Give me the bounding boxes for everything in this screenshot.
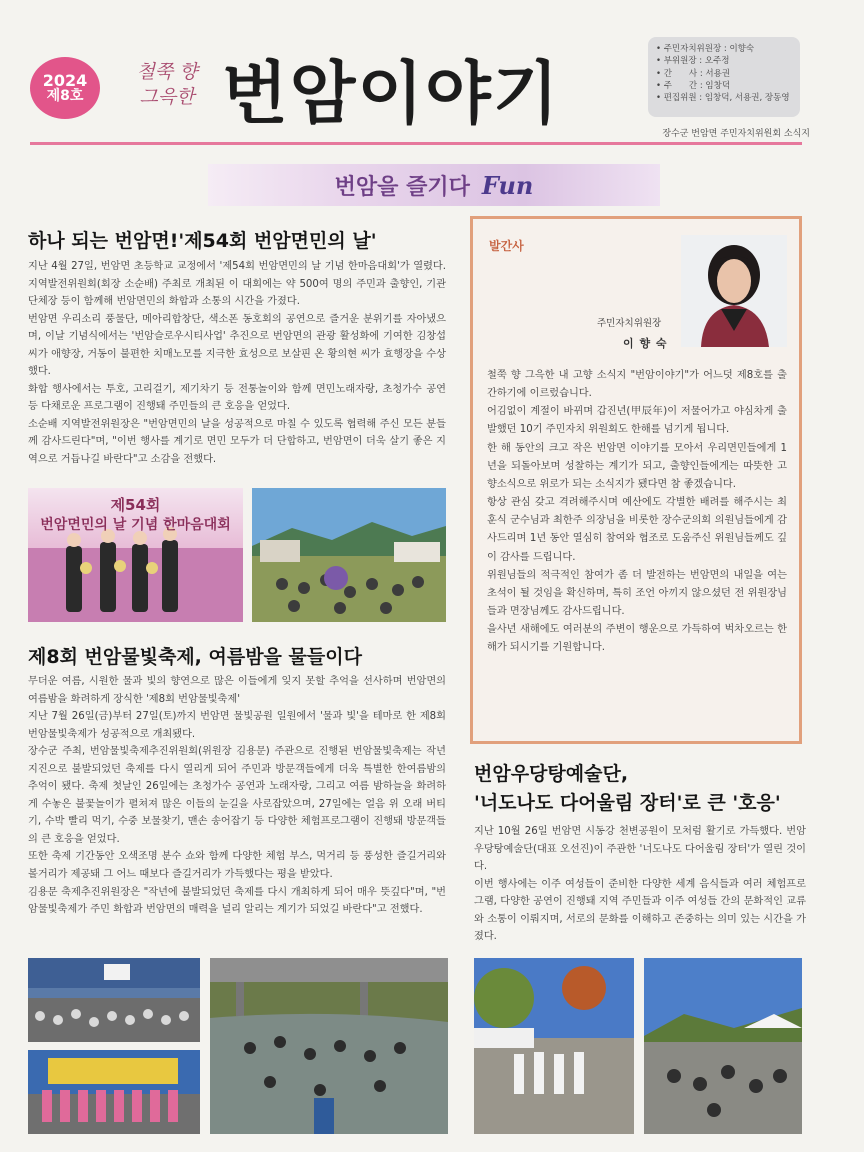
article-paragraph: 지난 10월 26일 번암면 시동강 천변공원이 모처럼 활기로 가득했다. 번암우당탕예술단(대표 오선진)이 주관한 '너도나도 다어울림 장터'가 열린 것이다. (474, 826, 806, 873)
staff-row: • 주 간 : 임창덕 (656, 80, 731, 91)
section-banner-text: 번암을 즐기다 (334, 174, 470, 200)
article-2-body (28, 673, 446, 919)
photo-market-tents (644, 958, 802, 1134)
staff-row: • 주민자치위원장 : 이향숙 (656, 44, 755, 54)
tagline-line-1: 철쭉 향 (136, 61, 198, 83)
publisher-line: 장수군 번암면 주민자치위원회 소식지 (662, 129, 810, 139)
article-paragraph: 번암면 우리소리 풍물단, 메아리합창단, 색소폰 동호회의 공연으로 즐거운 분위기를 자아냈으며, 이날 기념식에서는 '번암슬로우시티사업' 추진으로 번암면의 관광 활성화에 기여한 김창섭 씨가 애향장, 거동이 불편한 치매노모를 지극한 효성으로 보살핀 온 황의현 씨가 효행장을 수상했다. (28, 313, 446, 378)
newsletter-title: 번암이야기 (222, 55, 561, 134)
author-portrait (681, 235, 787, 347)
publisher-note-body (487, 367, 787, 658)
photo-festival-stage (28, 958, 200, 1042)
tagline-line-2: 그윽한 (139, 85, 195, 108)
author-role: 주민자치위원장 (597, 318, 662, 329)
photo-stream-fishing (210, 958, 448, 1134)
article-paragraph: 화합 행사에서는 투호, 고리걸기, 제기차기 등 전통놀이와 함께 면민노래자랑, 초청가수 공연 등 다채로운 프로그램이 진행돼 주민들의 큰 호응을 얻었다. (28, 383, 446, 413)
note-paragraph: 어김없이 계절이 바뀌며 갑진년(甲辰年)이 저물어가고 야심차게 출발했던 10기 주민자치 위원회도 한해를 넘기게 됩니다. (487, 406, 787, 436)
article-3-headline-line-2: '너도나도 다어울림 장터'로 큰 '호응' (474, 792, 781, 815)
photo-awards-ceremony (28, 488, 243, 622)
masthead-divider (30, 142, 802, 145)
article-3-headline (474, 760, 814, 819)
note-paragraph: 을사년 새해에도 여러분의 주변이 행운으로 가득하여 벅차오르는 한해가 되시기를 기원합니다. (487, 624, 787, 654)
staff-row: • 편집위원 : 임창덕, 서용권, 장동영 (656, 93, 790, 104)
article-paragraph: 또한 축제 기간동안 오색조명 분수 쇼와 함께 다양한 체험 부스, 먹거리 등 풍성한 즐길거리와 볼거리가 제공돼 그 어느 때보다 즐길거리가 가득했다는 평을 받았다. (28, 851, 446, 881)
staff-row: • 간 사 : 서용권 (656, 68, 731, 79)
article-paragraph: 소순배 지역발전위원장은 "번암면민의 날을 성공적으로 마칠 수 있도록 협력해 주신 모든 분들께 감사드린다"며, "이번 행사를 계기로 면민 모두가 더 단합하고, 번암면이 더욱 살기 좋은 지역으로 거듭나길 바란다"고 소감을 전했다. (28, 418, 446, 466)
staff-box (648, 37, 800, 117)
photo-market-parade (474, 958, 634, 1134)
publisher-note-box (470, 216, 802, 744)
issue-number: 제8호 (46, 88, 84, 105)
section-banner-fun: Fun (481, 170, 534, 200)
section-banner (208, 164, 660, 206)
author-name: 이 향 숙 (623, 337, 668, 350)
note-paragraph: 항상 관심 갖고 격려해주시며 예산에도 각별한 배려를 해주시는 최훈식 군수님과 최한주 의장님을 비롯한 장수군의회 의원님들에게 감사드리며 1년 동안 열심히 참여와 협조로 도움주신 위원님들께도 깊이 감사를 드립니다. (487, 497, 787, 563)
note-paragraph: 철쭉 향 그윽한 내 고향 소식지 "번암이야기"가 어느덧 제8호를 출간하기에 이르렀습니다. (487, 370, 787, 400)
article-paragraph: 지난 7월 26일(금)부터 27일(토)까지 번암면 물빛공원 일원에서 '물과 빛'을 테마로 한 제8회 번암물빛축제가 성공적으로 개최됐다. (28, 711, 446, 740)
poster-title-line-2: 번암면민의 날 기념 한마음대회 (40, 517, 231, 533)
article-1-headline: 하나 되는 번암면!'제54회 번암면민의 날' (28, 230, 377, 252)
poster-title-line-1: 제54회 (110, 496, 161, 514)
article-paragraph: 장수군 주최, 번암물빛축제추진위원회(위원장 김용문) 주관으로 진행된 번암물빛축제는 작년 지진으로 불발되었던 축제를 다시 열리게 되어 주민과 방문객들에게 더욱 특별한 한여름밤의 추억이 됐다. 축제 첫날인 26일에는 초청가수 공연과 노래자랑, 그리고 여름 밤하늘을 화려하게 수놓은 불꽃놀이가 펼쳐져 많은 이들의 눈길을 사로잡았으며, 27일에는 얼음 위 오래 버티기, 수박 빨리 먹기, 수중 보물찾기, 맨손 송어잡기 등 다양한 체험프로그램이 진행돼 방문객들의 큰 호응을 얻었다. (28, 746, 446, 845)
issue-year: 2024 (42, 70, 88, 90)
note-paragraph: 한 해 동안의 크고 작은 번암면 이야기를 모아서 우리면민들에게 1년을 되돌아보며 성찰하는 계기가 되고, 출향인들에게는 따뜻한 고향소식으로 위로가 되는 소식지가 됐다면 참 좋겠습니다. (487, 442, 787, 490)
article-paragraph: 지난 4월 27일, 번암면 초등학교 교정에서 '제54회 번암면민의 날 기념 한마음대회'가 열렸다. 지역발전위원회(회장 소순배) 주최로 개최된 이 대회에는 약 500여 명의 주민과 출향인, 기관단체장 등이 함께해 번암면민의 화합과 소통의 시간을 가졌다. (28, 261, 446, 308)
article-3-body (474, 823, 806, 946)
article-1-body (28, 258, 446, 469)
article-paragraph: 김용문 축제추진위원장은 "작년에 불발되었던 축제를 다시 개최하게 되어 매우 뜻깊다"며, "번암물빛축제가 주민 화합과 번암면의 매력을 널리 알리는 계기가 되었길 바란다"고 전했다. (28, 886, 446, 916)
staff-row: • 부위원장 : 오주정 (656, 56, 730, 67)
article-3-headline-line-1: 번암우당탕예술단, (474, 763, 629, 785)
article-paragraph: 무더운 여름, 시원한 물과 빛의 향연으로 많은 이들에게 잊지 못할 추억을 선사하며 번암면의 여름밤을 화려하게 장식한 '제8회 번암물빛축제' (28, 676, 446, 705)
article-2-headline: 제8회 번암물빛축제, 여름밤을 물들이다 (28, 646, 362, 668)
issue-badge (30, 57, 100, 119)
photo-festival-crowd (252, 488, 446, 622)
article-paragraph: 이번 행사에는 이주 여성들이 준비한 다양한 세계 음식들과 여러 체험프로그램, 다양한 공연이 진행돼 지역 주민들과 이주 여성들 간의 문화적인 교류와 소통이 이뤄지며, 서로의 문화를 이해하고 존중하는 의미 있는 시간을 가졌다. (474, 878, 806, 943)
note-paragraph: 위원님들의 적극적인 참여가 좀 더 발전하는 번암면의 내일을 여는 초석이 될 것임을 확신하며, 특히 조언 아끼지 않으셨던 전 위원장님들과 면장님께도 감사드립니다. (487, 569, 787, 618)
photo-festival-performers (28, 1050, 200, 1134)
masthead-tagline (122, 60, 212, 109)
publisher-note-label: 발간사 (489, 239, 524, 253)
